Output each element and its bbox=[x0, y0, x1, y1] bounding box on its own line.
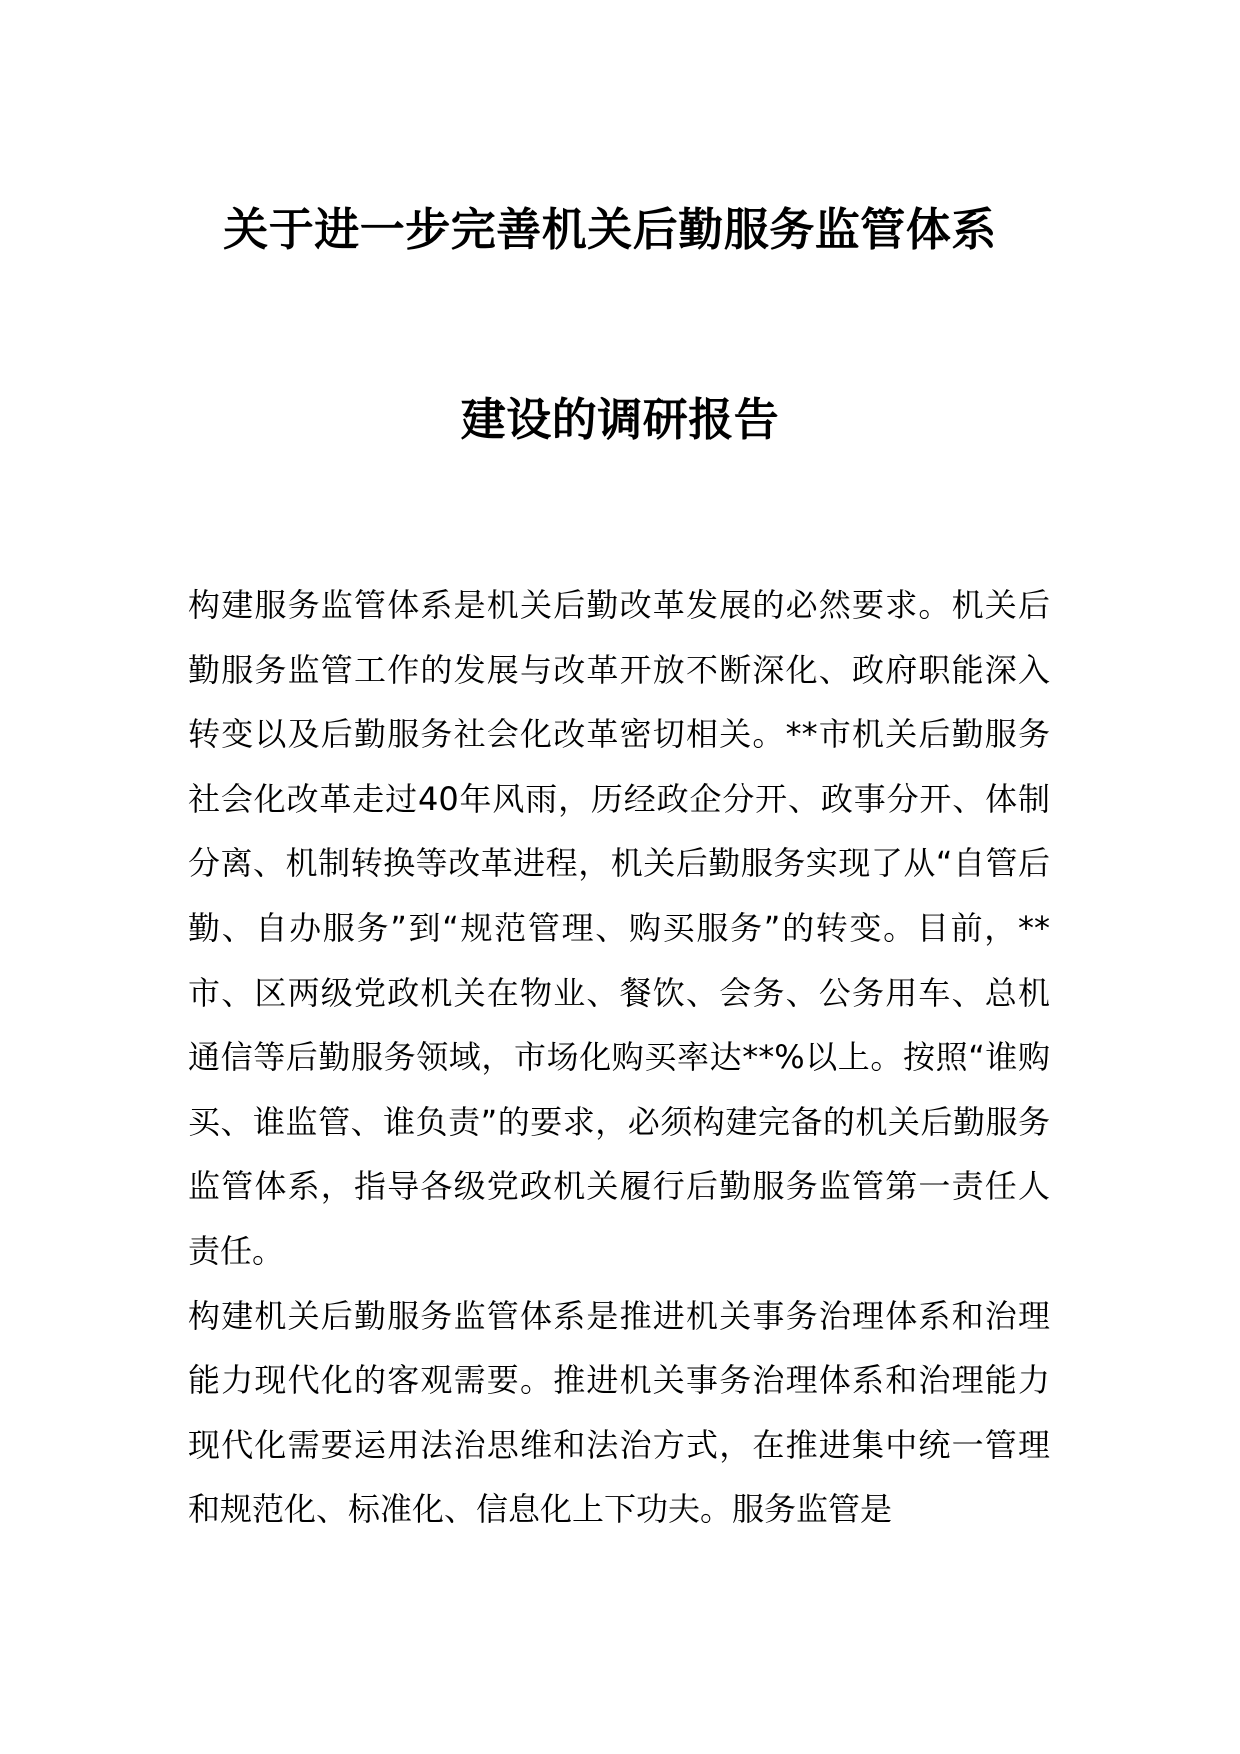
document-body bbox=[188, 573, 1050, 1542]
body-paragraph-1: 构建服务监管体系是机关后勤改革发展的必然要求。机关后勤服务监管工作的发展与改革开放不断深化、政府职能深入转变以及后勤服务社会化改革密切相关。**市机关后勤服务社会化改革走过40年风雨，历经政企分开、政事分开、体制分离、机制转换等改革进程，机关后勤服务实现了从“自管后勤、自办服务”到“规范管理、购买服务”的转变。目前，**市、区两级党政机关在物业、餐饮、会务、公务用车、总机通信等后勤服务领域，市场化购买率达**%以上。按照“谁购买、谁监管、谁负责”的要求，必须构建完备的机关后勤服务监管体系，指导各级党政机关履行后勤服务监管第一责任人责任。 bbox=[188, 586, 1050, 1270]
document-title-line-2: 建设的调研报告 bbox=[460, 393, 780, 446]
body-paragraph-2: 构建机关后勤服务监管体系是推进机关事务治理体系和治理能力现代化的客观需要。推进机关事务治理体系和治理能力现代化需要运用法治思维和法治方式，在推进集中统一管理和规范化、标准化、信息化上下功夫。服务监管是 bbox=[188, 1296, 1050, 1529]
document-title-line-1: 关于进一步完善机关后勤服务监管体系 bbox=[223, 203, 997, 256]
